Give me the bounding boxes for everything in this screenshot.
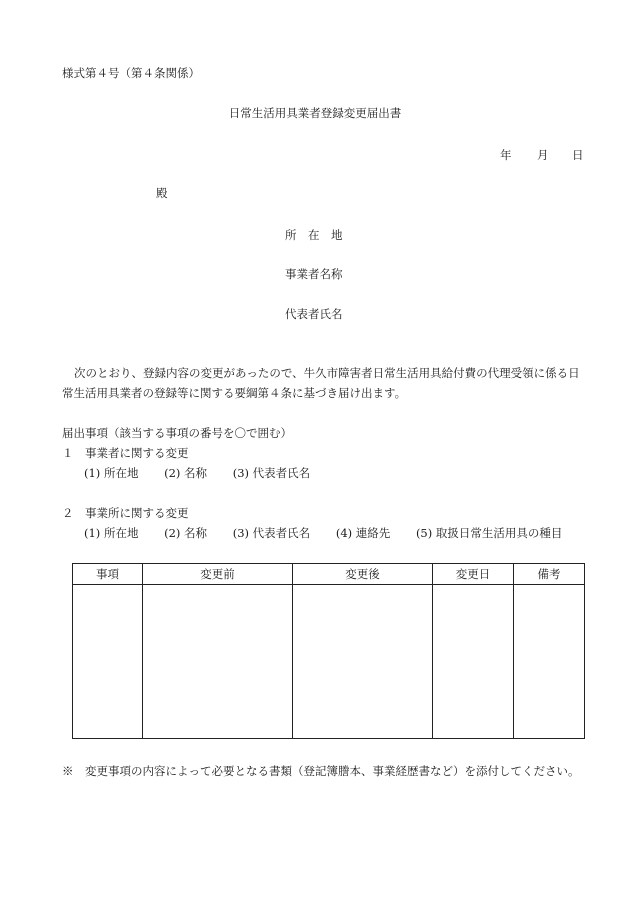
document-title: 日常生活用具業者登録変更届出書 [228,106,402,120]
date-month: 月 [537,148,549,162]
header-change-date: 変更日 [433,564,514,585]
section2-heading: ２ 事業所に関する変更 [62,506,189,520]
table-header-row [73,564,585,585]
cell-change-date[interactable] [433,585,514,739]
form-number: 様式第４号（第４条関係） [62,66,200,80]
option-name: (2) 名称 [164,466,208,480]
notify-heading: 届出事項（該当する事項の番号を〇で囲む） [62,426,292,440]
cell-item[interactable] [73,585,143,739]
option-contact: (4) 連絡先 [335,526,391,540]
section1-heading: １ 事業者に関する変更 [62,446,189,460]
field-representative-label: 代表者氏名 [285,307,343,321]
header-item: 事項 [73,564,143,585]
date-year: 年 [500,148,512,162]
header-before: 変更前 [143,564,293,585]
option-address: (1) 所在地 [84,526,139,540]
section1-options [84,466,310,480]
field-company-name-label: 事業者名称 [285,267,343,281]
date-day: 日 [572,148,584,162]
option-representative: (3) 代表者氏名 [232,466,311,480]
option-equipment-type: (5) 取扱日常生活用具の種目 [415,526,563,540]
change-table [72,563,585,739]
table-row [73,585,585,739]
cell-remarks[interactable] [514,585,585,739]
cell-before[interactable] [143,585,293,739]
addressee-suffix: 殿 [156,186,168,200]
option-representative: (3) 代表者氏名 [232,526,311,540]
option-address: (1) 所在地 [84,466,139,480]
intro-text-line2: 常生活用具業者の登録等に関する要綱第４条に基づき届け出ます。 [62,386,407,400]
intro-text-line1: 次のとおり、登録内容の変更があったので、牛久市障害者日常生活用具給付費の代理受領に係る日 [74,366,580,380]
header-after: 変更後 [293,564,433,585]
section2-options [84,526,562,540]
cell-after[interactable] [293,585,433,739]
field-address-label: 所 在 地 [285,228,343,242]
option-name: (2) 名称 [164,526,208,540]
header-remarks: 備考 [514,564,585,585]
footnote: ※ 変更事項の内容によって必要となる書類（登記簿謄本、事業経歴書など）を添付してください。 [62,764,580,778]
